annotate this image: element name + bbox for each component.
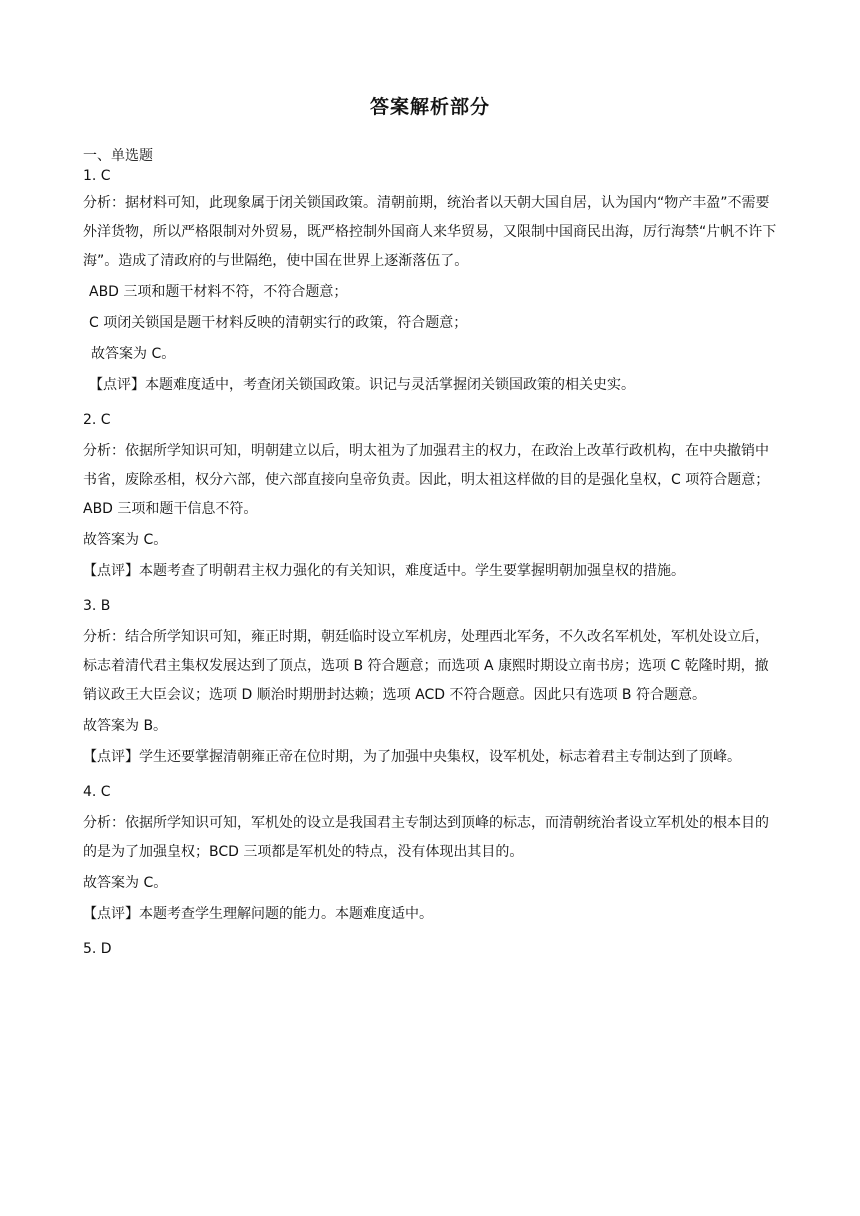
question-4-comment: 【点评】本题考查学生理解问题的能力。本题难度适中。 <box>83 906 433 922</box>
answer-content <box>83 156 779 964</box>
question-2-comment: 【点评】本题考查了明朝君主权力强化的有关知识，难度适中。学生要掌握明朝加强皇权的措施。 <box>83 563 685 579</box>
question-4-answer: 故答案为 C。 <box>83 875 168 891</box>
question-2-answer: 故答案为 C。 <box>83 532 168 548</box>
section-heading: 一、单选题 <box>83 148 153 164</box>
question-3-comment: 【点评】学生还要掌握清朝雍正帝在位时期，为了加强中央集权，设军机处，标志着君主专制达到了顶峰。 <box>83 749 741 765</box>
question-3-analysis: 分析：结合所学知识可知，雍正时期，朝廷临时设立军机房，处理西北军务，不久改名军机处，军机处设立后，标志着清代君主集权发展达到了顶点，选项 B 符合题意；而选项 A 康熙时期设立南书房；选项 C 乾隆时期，撤销议政王大臣会议；选项 D 顺治时期册封达赖；选项 ACD 不符合题意。因此只有选项 B 符合题意。 <box>83 629 769 703</box>
question-1-note-1: ABD 三项和题干材料不符，不符合题意； <box>89 284 348 300</box>
question-5-number: 5. D <box>83 941 112 957</box>
question-1-note-2: C 项闭关锁国是题干材料反映的清朝实行的政策，符合题意； <box>89 315 468 331</box>
question-3-number: 3. B <box>83 598 111 614</box>
question-1-answer: 故答案为 C。 <box>91 346 176 362</box>
question-4-analysis: 分析：依据所学知识可知，军机处的设立是我国君主专制达到顶峰的标志，而清朝统治者设立军机处的根本目的的是为了加强皇权；BCD 三项都是军机处的特点，没有体现出其目的。 <box>83 815 769 860</box>
question-1-number: 1. C <box>83 168 111 184</box>
question-3-answer: 故答案为 B。 <box>83 718 168 734</box>
question-2-number: 2. C <box>83 412 111 428</box>
question-2-analysis: 分析：依据所学知识可知，明朝建立以后，明太祖为了加强君主的权力，在政治上改革行政机构，在中央撤销中书省，废除丞相，权分六部，使六部直接向皇帝负责。因此，明太祖这样做的目的是强化皇权，C 项符合题意；ABD 三项和题干信息不符。 <box>83 443 770 517</box>
page-title: 答案解析部分 <box>369 96 490 118</box>
question-4-number: 4. C <box>83 784 111 800</box>
question-1-analysis: 分析：据材料可知，此现象属于闭关锁国政策。清朝前期，统治者以天朝大国自居，认为国内“物产丰盈”不需要外洋货物，所以严格限制对外贸易，既严格控制外国商人来华贸易，又限制中国商民出海，厉行海禁“片帆不许下海”。造成了清政府的与世隔绝，使中国在世界上逐渐落伍了。 <box>83 195 777 269</box>
question-1-comment: 【点评】本题难度适中，考查闭关锁国政策。识记与灵活掌握闭关锁国政策的相关史实。 <box>89 377 635 393</box>
